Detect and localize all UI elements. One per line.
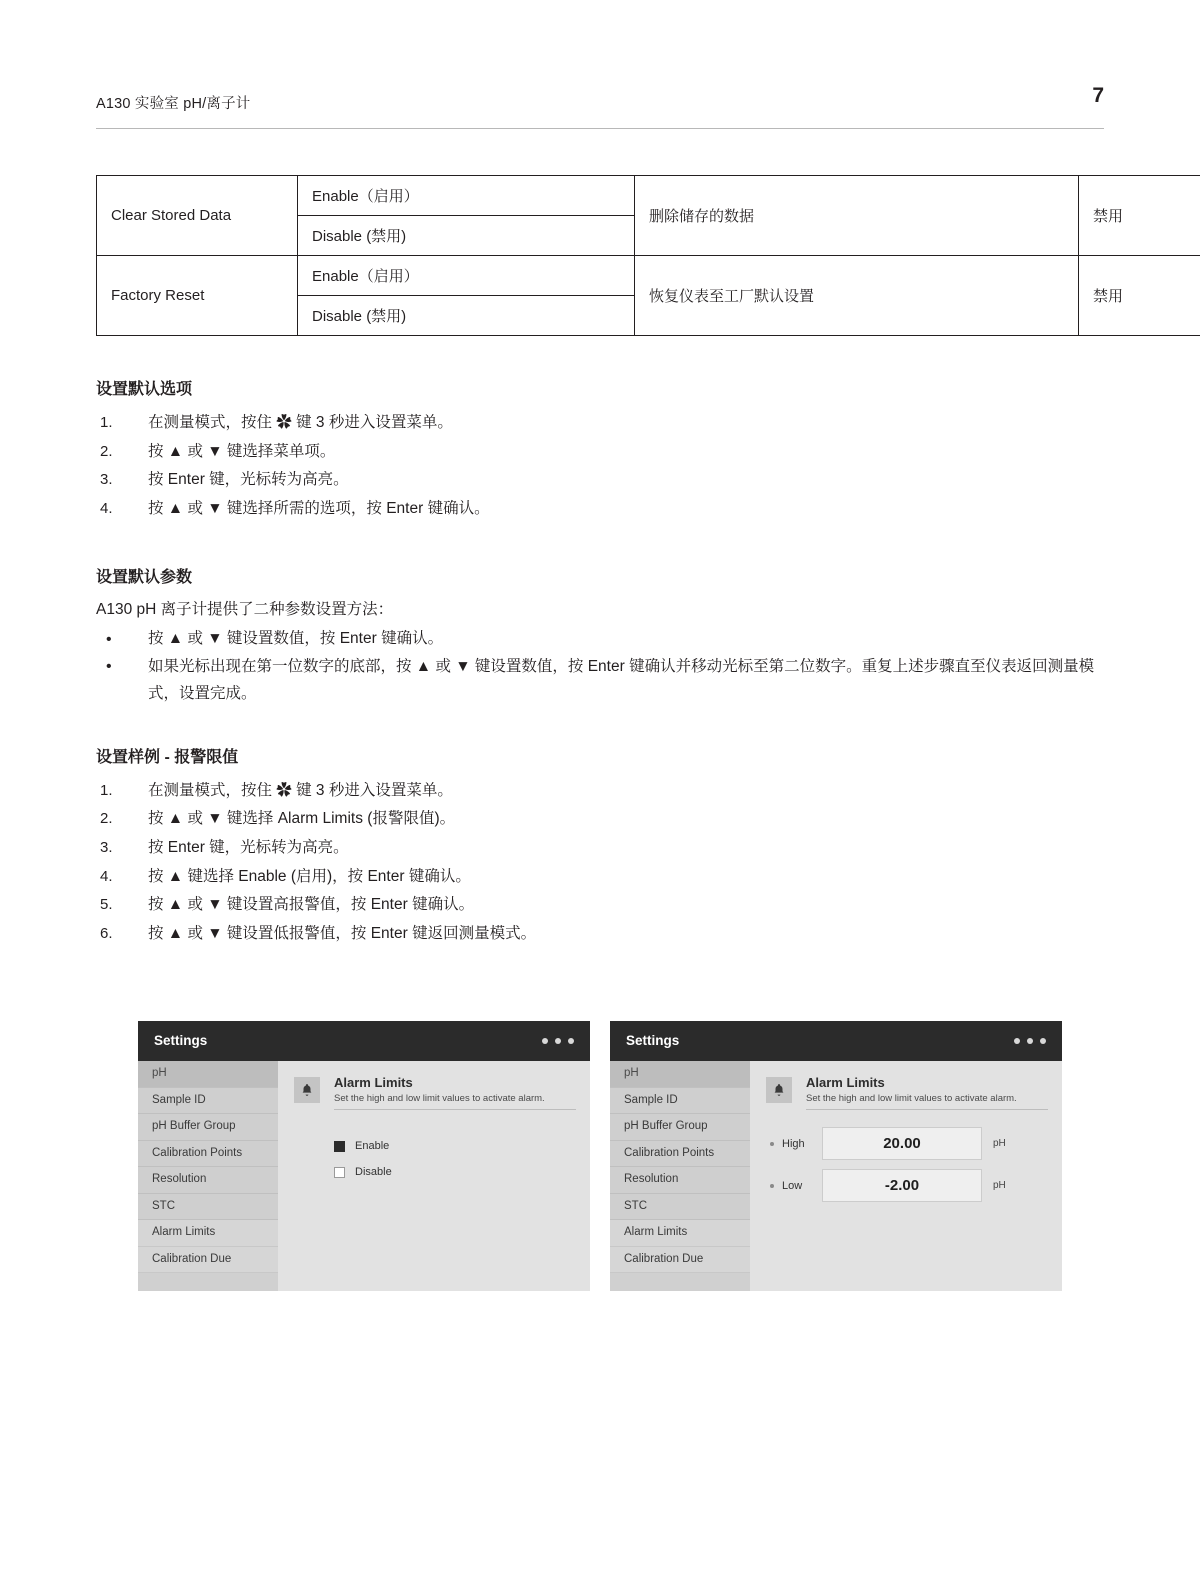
bullet-dot-icon: [770, 1142, 774, 1146]
device-panel-left: [278, 1061, 590, 1291]
step-number: 1.: [100, 409, 113, 437]
list-item: [96, 409, 1104, 438]
cell-default: 禁用: [1079, 256, 1200, 336]
list-item: [96, 863, 1104, 892]
checkbox-disable-icon[interactable]: [334, 1167, 345, 1178]
cell-default: 禁用: [1079, 176, 1200, 256]
settings-table: [96, 175, 1200, 336]
cell-option: Disable (禁用): [298, 296, 635, 336]
menu-item-calibration-points[interactable]: Calibration Points: [610, 1141, 750, 1168]
header-title: A130 实验室 pH/离子计: [96, 92, 251, 113]
bullet-dot: •: [106, 625, 112, 655]
step-text: 按 Enter 键，光标转为高亮。: [148, 471, 349, 488]
device-screenshot-left: [138, 1021, 590, 1291]
step-text: 按 ▲ 键选择 Enable (启用)，按 Enter 键确认。: [148, 868, 471, 885]
panel-title: Alarm Limits: [334, 1075, 576, 1090]
step-text: 按 ▲ 或 ▼ 键设置低报警值，按 Enter 键返回测量模式。: [148, 925, 536, 942]
choice-disable[interactable]: [334, 1159, 392, 1185]
menu-item-alarm-limits[interactable]: Alarm Limits: [138, 1220, 278, 1247]
panel-header-left: [334, 1075, 576, 1110]
alarm-value-rows: [770, 1127, 1048, 1211]
checkbox-enable-icon[interactable]: [334, 1141, 345, 1152]
menu-item-resolution[interactable]: Resolution: [138, 1167, 278, 1194]
list-item: [96, 805, 1104, 834]
cell-description: 删除储存的数据: [635, 176, 1079, 256]
more-options-icon[interactable]: [542, 1038, 574, 1044]
list-item: [96, 834, 1104, 863]
cell-setting-name: Clear Stored Data: [97, 176, 298, 256]
step-number: 4.: [100, 495, 113, 523]
step-number: 5.: [100, 891, 113, 919]
cell-option: Disable (禁用): [298, 216, 635, 256]
screenshot-figures: [138, 1021, 1062, 1291]
menu-item-ph-buffer-group[interactable]: pH Buffer Group: [138, 1114, 278, 1141]
list-item: [96, 777, 1104, 806]
device-screenshot-right: [610, 1021, 1062, 1291]
bullets-default-parameters: [96, 625, 1104, 708]
steps-alarm-example: [96, 777, 1104, 949]
section-heading-default-options: 设置默认选项: [96, 376, 1104, 399]
list-item: [96, 920, 1104, 949]
step-text: 按 ▲ 或 ▼ 键选择所需的选项，按 Enter 键确认。: [148, 500, 490, 517]
table-row: [97, 256, 1200, 296]
menu-item-sample-id[interactable]: Sample ID: [138, 1088, 278, 1115]
list-item: [96, 495, 1104, 524]
bullet-dot-icon: [770, 1184, 774, 1188]
steps-default-options: [96, 409, 1104, 524]
menu-item-ph[interactable]: pH: [610, 1061, 750, 1088]
row-high-limit: [770, 1127, 1048, 1160]
unit-low: pH: [993, 1180, 1006, 1191]
choice-label: Enable: [355, 1140, 389, 1152]
step-number: 3.: [100, 466, 113, 494]
step-text: 按 ▲ 或 ▼ 键选择菜单项。: [148, 443, 335, 460]
table-row: [97, 176, 1200, 216]
list-item: [96, 438, 1104, 467]
step-text: 按 ▲ 或 ▼ 键选择 Alarm Limits (报警限值)。: [148, 810, 455, 827]
list-item: [96, 653, 1104, 707]
section-heading-default-parameters: 设置默认参数: [96, 564, 1104, 587]
step-number: 2.: [100, 805, 113, 833]
section-heading-alarm-example: 设置样例 - 报警限值: [96, 744, 1104, 767]
step-text: 在测量模式，按住 ✿ 键 3 秒进入设置菜单。: [148, 414, 453, 431]
step-text: 按 ▲ 或 ▼ 键设置高报警值，按 Enter 键确认。: [148, 896, 474, 913]
device-body: [138, 1061, 590, 1291]
input-low-limit[interactable]: -2.00: [822, 1169, 982, 1202]
bullet-text: 按 ▲ 或 ▼ 键设置数值，按 Enter 键确认。: [148, 630, 443, 647]
step-number: 1.: [100, 777, 113, 805]
label-high: High: [782, 1138, 822, 1150]
menu-item-stc[interactable]: STC: [610, 1194, 750, 1221]
page-number: 7: [1092, 84, 1104, 108]
device-title-bar: [610, 1021, 1062, 1061]
menu-item-alarm-limits[interactable]: Alarm Limits: [610, 1220, 750, 1247]
cell-description: 恢复仪表至工厂默认设置: [635, 256, 1079, 336]
panel-subtitle: Set the high and low limit values to activate alarm.: [806, 1093, 1048, 1110]
menu-item-resolution[interactable]: Resolution: [610, 1167, 750, 1194]
unit-high: pH: [993, 1138, 1006, 1149]
cell-option: Enable（启用）: [298, 256, 635, 296]
menu-item-sample-id[interactable]: Sample ID: [610, 1088, 750, 1115]
bell-icon: [294, 1077, 320, 1103]
step-number: 3.: [100, 834, 113, 862]
alarm-enable-choices: [334, 1133, 392, 1185]
bullet-text: 如果光标出现在第一位数字的底部，按 ▲ 或 ▼ 键设置数值，按 Enter 键确认并移动光标至第二位数字。重复上述步骤直至仪表返回测量模式，设置完成。: [148, 658, 1094, 702]
cell-option: Enable（启用）: [298, 176, 635, 216]
cell-setting-name: Factory Reset: [97, 256, 298, 336]
menu-item-calibration-due[interactable]: Calibration Due: [138, 1247, 278, 1274]
menu-item-ph-buffer-group[interactable]: pH Buffer Group: [610, 1114, 750, 1141]
step-text: 在测量模式，按住 ✿ 键 3 秒进入设置菜单。: [148, 782, 453, 799]
device-body: [610, 1061, 1062, 1291]
step-text: 按 Enter 键，光标转为高亮。: [148, 839, 349, 856]
menu-item-calibration-due[interactable]: Calibration Due: [610, 1247, 750, 1274]
page-header: [96, 92, 1104, 129]
step-number: 2.: [100, 438, 113, 466]
bullet-dot: •: [106, 653, 112, 681]
device-title-bar: [138, 1021, 590, 1061]
menu-item-ph[interactable]: pH: [138, 1061, 278, 1088]
panel-title: Alarm Limits: [806, 1075, 1048, 1090]
section-intro: A130 pH 离子计提供了二种参数设置方法：: [96, 597, 1104, 619]
choice-label: Disable: [355, 1166, 392, 1178]
list-item: [96, 625, 1104, 654]
device-title: Settings: [154, 1033, 207, 1048]
step-number: 4.: [100, 863, 113, 891]
panel-header-right: [806, 1075, 1048, 1110]
row-low-limit: [770, 1169, 1048, 1202]
device-title: Settings: [626, 1033, 679, 1048]
input-high-limit[interactable]: 20.00: [822, 1127, 982, 1160]
choice-enable[interactable]: [334, 1133, 392, 1159]
device-menu-right: [610, 1061, 750, 1291]
list-item: [96, 891, 1104, 920]
bell-icon: [766, 1077, 792, 1103]
label-low: Low: [782, 1180, 822, 1192]
device-menu-left: [138, 1061, 278, 1291]
panel-subtitle: Set the high and low limit values to activate alarm.: [334, 1093, 576, 1110]
list-item: [96, 466, 1104, 495]
device-panel-right: [750, 1061, 1062, 1291]
menu-item-calibration-points[interactable]: Calibration Points: [138, 1141, 278, 1168]
menu-item-stc[interactable]: STC: [138, 1194, 278, 1221]
document-page: [0, 92, 1200, 1576]
more-options-icon[interactable]: [1014, 1038, 1046, 1044]
step-number: 6.: [100, 920, 113, 948]
